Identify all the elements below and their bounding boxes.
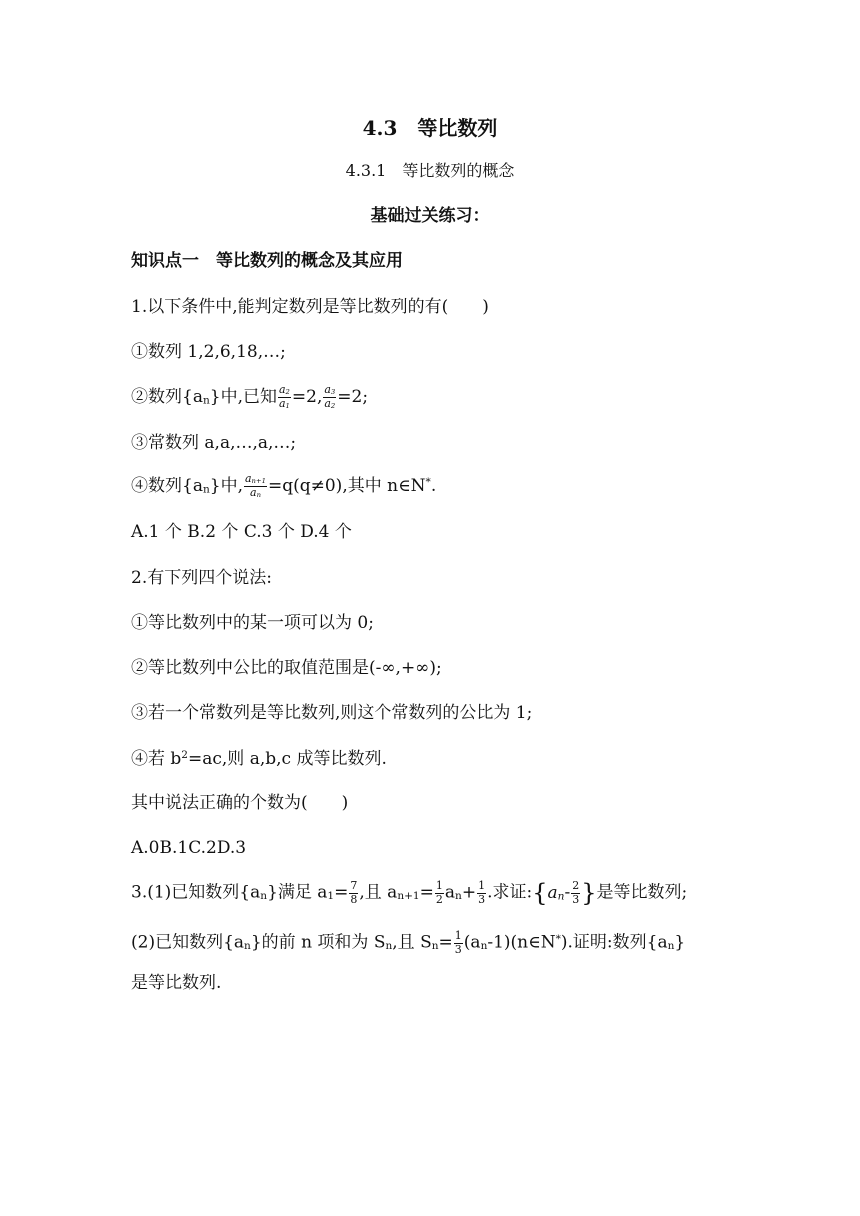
fraction-a3-over-a2: $\frac{a_3}{a_2}$ (324, 383, 336, 410)
fraction-2-over-3: $\frac{2}{3}$ (572, 879, 580, 906)
q2-item-3: ③若一个常数列是等比数列,则这个常数列的公比为 1; (131, 703, 533, 723)
page-subtitle: 4.3.1 等比数列的概念 (345, 161, 515, 180)
q1-item-1: ①数列 1,2,6,18,…; (131, 342, 286, 362)
fraction-a2-over-a1: $\frac{a_2}{a_1}$ (278, 383, 290, 410)
fraction-1-over-2: $\frac{1}{2}$ (435, 879, 443, 906)
q1-stem: 1.以下条件中,能判定数列是等比数列的有( ) (131, 297, 489, 317)
section-heading: 基础过关练习： (370, 206, 490, 226)
q1-item-2: ②数列$\{a_n\}$中,已知 $\frac{a_2}{a_1}$ =2, $\frac{a_3}{a_2}$ =2; (131, 383, 369, 410)
q2-item-1: ①等比数列中的某一项可以为 0; (131, 613, 374, 633)
q3-part-2: (2)已知数列$\{a_n\}$的前 n 项和为 $S_n$,且 $S_n=$ $\frac{1}{3}$ $(a_n-1)(n\in N^*)$.证明:数列$\{a_n\}$ (131, 929, 686, 956)
fraction-1-over-3-b: $\frac{1}{3}$ (454, 929, 462, 956)
q2-item-2: ②等比数列中公比的取值范围是(-∞,+∞); (131, 658, 442, 678)
q1-item-4: ④数列$\{a_n\}$中, $\frac{a_{n+1}}{a_n}$ =q(q≠0),其中 n∈N*. (131, 472, 437, 499)
q2-stem: 2.有下列四个说法: (131, 568, 272, 588)
q3-part-3: 是等比数列. (131, 973, 222, 993)
q1-options: A.1 个 B.2 个 C.3 个 D.4 个 (131, 522, 352, 542)
q2-question: 其中说法正确的个数为( ) (131, 793, 349, 813)
fraction-1-over-3: $\frac{1}{3}$ (478, 879, 486, 906)
q2-item-4: ④若 $b^2=ac$,则 a,b,c 成等比数列. (131, 748, 387, 769)
page-title: 4.3 等比数列 (362, 116, 498, 140)
q3-part-1: 3.(1)已知数列$\{a_n\}$满足 $a_1=$ $\frac{7}{8}$ ,且 $a_{n+1}=$ $\frac{1}{2}$ $a_n+$ $\frac{1}{3}$ .求证$:\{a_n-$ $\frac{2}{3}$ }是等比数列; (131, 879, 688, 908)
q1-item-3: ③常数列 a,a,…,a,…; (131, 433, 297, 453)
fraction-an1-over-an: $\frac{a_{n+1}}{a_n}$ (244, 472, 266, 499)
knowledge-point-heading: 知识点一 等比数列的概念及其应用 (131, 251, 403, 271)
q2-options: A.0B.1C.2D.3 (131, 838, 247, 858)
fraction-7-over-8: $\frac{7}{8}$ (350, 879, 358, 906)
